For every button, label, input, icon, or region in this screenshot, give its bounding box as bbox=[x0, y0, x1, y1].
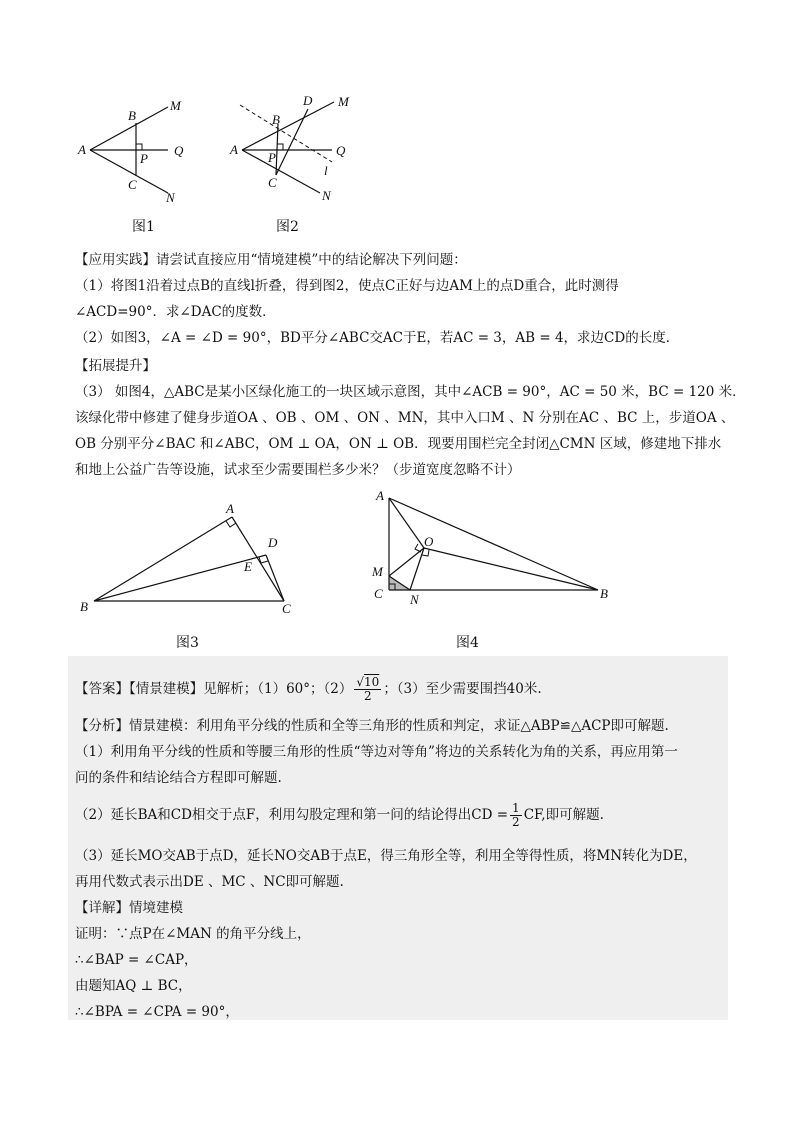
fig1-label-a: A bbox=[78, 142, 86, 157]
fig3-label-b: B bbox=[80, 599, 88, 614]
figure-1 bbox=[70, 92, 210, 212]
analysis-2-frac-num: 1 bbox=[512, 801, 520, 815]
fig4-label-c: C bbox=[374, 586, 383, 601]
fig2-label-d: D bbox=[303, 93, 313, 108]
figure-2-diagram bbox=[222, 90, 372, 215]
figure-4-diagram bbox=[366, 488, 616, 610]
fig2-label-l: l bbox=[324, 163, 328, 178]
fig4-label-o: O bbox=[424, 534, 434, 549]
figure-3-caption: 图3 bbox=[176, 635, 199, 651]
answer-suffix: ；（3）至少需要围挡40米. bbox=[383, 681, 542, 697]
figure-2-caption: 图2 bbox=[276, 219, 299, 235]
proof-line-4: ∴∠BPA = ∠CPA = 90°， bbox=[75, 1004, 239, 1020]
fig1-label-b: B bbox=[128, 108, 136, 123]
question-1-line-1: （1）将图1沿着过点B的直线l折叠，得到图2，使点C正好与边AM上的点D重合，此时测得 bbox=[75, 278, 619, 294]
fig2-label-m: M bbox=[338, 94, 349, 109]
figure-3 bbox=[76, 495, 306, 625]
practice-heading: 【应用实践】请尝试直接应用“情境建模”中的结论解决下列问题： bbox=[75, 252, 467, 268]
analysis-3-line-a: （3）延长MO交AB于点D，延长NO交AB于点E，得三角形全等，利用全等得性质，将MN转化为DE， bbox=[75, 848, 697, 864]
question-3-line-2: 该绿化带中修建了健身步道OA 、OB 、OM 、ON 、MN，其中入口M 、N 分别在AC 、BC 上，步道OA 、 bbox=[75, 410, 735, 426]
fig4-label-b: B bbox=[600, 586, 608, 601]
answer-sep-1: ；（2） bbox=[310, 681, 353, 697]
figure-4 bbox=[366, 488, 616, 610]
answer-line bbox=[75, 676, 542, 703]
fig3-label-e: E bbox=[244, 559, 252, 574]
answer-frac-den: 2 bbox=[364, 689, 372, 703]
fig1-label-q: Q bbox=[174, 143, 184, 158]
detail-heading: 【详解】情境建模 bbox=[75, 900, 183, 916]
proof-line-3: 由题知AQ ⊥ BC， bbox=[75, 978, 192, 994]
fig4-label-a: A bbox=[376, 488, 384, 503]
fig2-label-a: A bbox=[230, 142, 238, 157]
fig1-label-c: C bbox=[128, 177, 137, 192]
analysis-line: 【分析】情景建模：利用角平分线的性质和全等三角形的性质和判定，求证△ABP≌△ACP即可解题. bbox=[75, 718, 669, 734]
fig2-label-q: Q bbox=[336, 143, 346, 158]
analysis-1-line-b: 问的条件和结论结合方程即可解题. bbox=[75, 770, 282, 786]
proof-line-1: 证明：∵点P在∠MAN 的角平分线上， bbox=[75, 926, 311, 942]
figure-1-diagram bbox=[70, 92, 210, 212]
analysis-1-line-a: （1）利用角平分线的性质和等腰三角形的性质“等边对等角”将边的关系转化为角的关系，再应用第一 bbox=[75, 744, 678, 760]
figure-2 bbox=[222, 90, 372, 215]
fig2-label-n: N bbox=[322, 188, 331, 203]
analysis-2-fraction bbox=[510, 802, 522, 829]
fig3-label-d: D bbox=[268, 535, 278, 550]
proof-line-2: ∴∠BAP = ∠CAP， bbox=[75, 952, 198, 968]
question-3-line-1: （3） 如图4，△ABC是某小区绿化施工的一块区域示意图，其中∠ACB = 90°，AC = 50 米，BC = 120 米． bbox=[75, 384, 746, 400]
question-3-line-4: 和地上公益广告等设施，试求至少需要围栏多少米？（步道宽度忽略不计） bbox=[75, 462, 521, 478]
fig3-label-a: A bbox=[226, 501, 234, 516]
fig3-label-c: C bbox=[282, 601, 291, 616]
fig2-label-c: C bbox=[268, 175, 277, 190]
analysis-3-line-b: 再用代数式表示出DE 、MC 、NC即可解题. bbox=[75, 874, 344, 890]
figure-4-caption: 图4 bbox=[456, 635, 479, 651]
question-1-line-2: ∠ACD=90°．求∠DAC的度数． bbox=[75, 304, 276, 320]
fig1-label-m: M bbox=[170, 98, 181, 113]
analysis-2-prefix: （2）延长BA和CD相交于点F，利用勾股定理和第一问的结论得出CD = bbox=[75, 807, 509, 823]
fig2-label-p: P bbox=[268, 150, 276, 165]
figure-3-diagram bbox=[76, 495, 306, 625]
answer-prefix: 【答案】【情景建模】见解析；（1） bbox=[75, 681, 287, 697]
answer-fraction bbox=[354, 676, 381, 703]
question-3-line-3: OB 分别平分∠BAC 和∠ABC，OM ⊥ OA，ON ⊥ OB．现要用围栏完全封闭△CMN 区域，修建地下排水 bbox=[75, 436, 722, 452]
fig1-label-p: P bbox=[140, 151, 148, 166]
analysis-2-frac-den: 2 bbox=[512, 815, 520, 829]
answer-value-1: 60° bbox=[286, 681, 311, 697]
question-2: （2）如图3，∠A = ∠D = 90°，BD平分∠ABC交AC于E，若AC = 3，AB = 4，求边CD的长度． bbox=[75, 330, 680, 346]
analysis-2-line bbox=[75, 802, 604, 829]
extend-heading: 【拓展提升】 bbox=[75, 358, 156, 374]
answer-frac-num: √10 bbox=[356, 675, 380, 689]
analysis-2-suffix: CF,即可解题. bbox=[523, 807, 604, 823]
figure-1-caption: 图1 bbox=[132, 219, 155, 235]
fig4-label-m: M bbox=[372, 564, 383, 579]
fig4-label-n: N bbox=[410, 592, 419, 607]
fig1-label-n: N bbox=[166, 190, 175, 205]
fig2-label-b: B bbox=[272, 112, 280, 127]
